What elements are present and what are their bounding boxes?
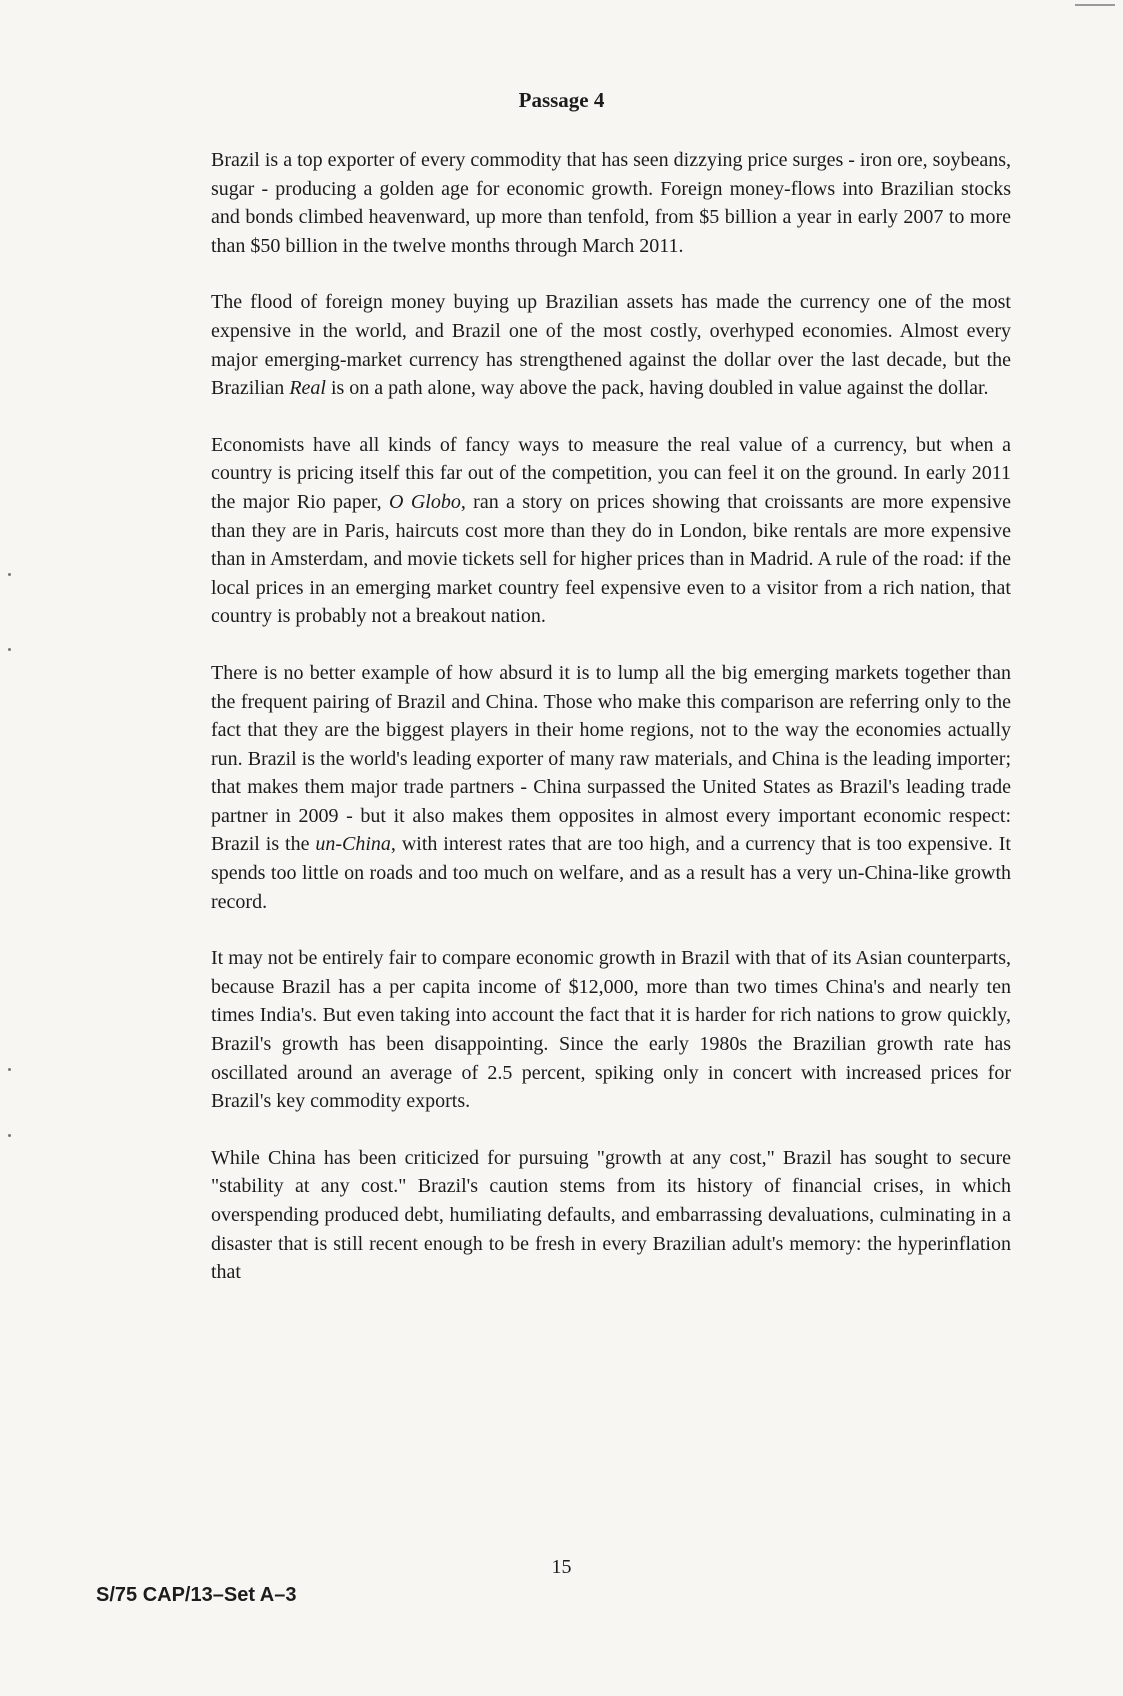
text-run: It may not be entirely fair to compare economic growth in Brazil with that of its Asian counterparts, because Brazil has a per capita income of $12,000, more than two times China's and nearly ten times India's. But even taking into account the fact that it is harder for rich nations to grow quickly, Brazil's growth has been disappointing. Since the early 1980s the Brazilian growth rate has oscillated around an average of 2.5 percent, spiking only in concert with increased prices for Brazil's key commodity exports.	[211, 947, 1011, 1113]
italic-term: un-China	[315, 833, 391, 856]
scan-speck	[8, 1068, 11, 1071]
paragraph-4	[211, 659, 1011, 916]
text-run: The flood of foreign money buying up Brazilian assets has made the currency one of the most expensive in the world, and Brazil one of the most costly, overhyped economies. Almost every major emerging-market currency has strengthened against the dollar over the last decade, but the Brazilian	[211, 291, 1011, 400]
text-run: is on a path alone, way above the pack, having doubled in value against the dollar.	[325, 377, 989, 400]
scan-speck	[8, 573, 11, 576]
page-number: 15	[551, 1556, 572, 1578]
text-run: Economists have all kinds of fancy ways to measure the real value of a currency, but when a country is pricing itself this far out of the competition, you can feel it on the ground. In early 2011 the major Rio paper,	[211, 433, 1011, 513]
passage-body	[211, 146, 1011, 1315]
italic-term: O Globo	[389, 490, 461, 513]
paper-code: S/75 CAP/13–Set A–3	[96, 1584, 297, 1606]
text-run: While China has been criticized for pursuing "growth at any cost," Brazil has sought to secure "stability at any cost." Brazil's caution stems from its history of financial crises, in which overspending produced debt, humiliating defaults, and embarrassing devaluations, culminating in a disaster that is still recent enough to be fresh in every Brazilian adult's memory: the hyperinflation that	[211, 1146, 1011, 1284]
paragraph-6	[211, 1144, 1011, 1287]
scan-speck	[8, 648, 11, 651]
italic-term: Real	[289, 377, 326, 400]
passage-title: Passage 4	[518, 88, 605, 112]
text-run: , with interest rates that are too high, and a currency that is too expensive. It spends too little on roads and too much on welfare, and as a result has a very un-China-like growth record.	[211, 833, 1011, 913]
text-run: Brazil is a top exporter of every commodity that has seen dizzying price surges - iron ore, soybeans, sugar - producing a golden age for economic growth. Foreign money-flows into Brazilian stocks and bonds climbed heavenward, up more than tenfold, from $5 billion a year in early 2007 to more than $50 billion in the twelve months through March 2011.	[211, 149, 1011, 257]
paragraph-2	[211, 288, 1011, 402]
paragraph-3	[211, 431, 1011, 631]
corner-mark	[1075, 4, 1115, 6]
text-run: There is no better example of how absurd it is to lump all the big emerging markets together than the frequent pairing of Brazil and China. Those who make this comparison are referring only to the fact that they are the biggest players in their home regions, not to the way the economies actually run. Brazil is the world's leading exporter of many raw materials, and China is the leading importer; that makes them major trade partners - China surpassed the United States as Brazil's leading trade partner in 2009 - but it also makes them opposites in almost every important economic respect: Brazil is the	[211, 661, 1011, 856]
paragraph-1	[211, 146, 1011, 260]
text-run: , ran a story on prices showing that croissants are more expensive than they are in Paris, haircuts cost more than they do in London, bike rentals are more expensive than in Amsterdam, and movie tickets sell for higher prices than in Madrid. A rule of the road: if the local prices in an emerging market country feel expensive even to a visitor from a rich nation, that country is probably not a breakout nation.	[211, 490, 1011, 628]
paragraph-5	[211, 944, 1011, 1116]
scan-speck	[8, 1134, 11, 1137]
